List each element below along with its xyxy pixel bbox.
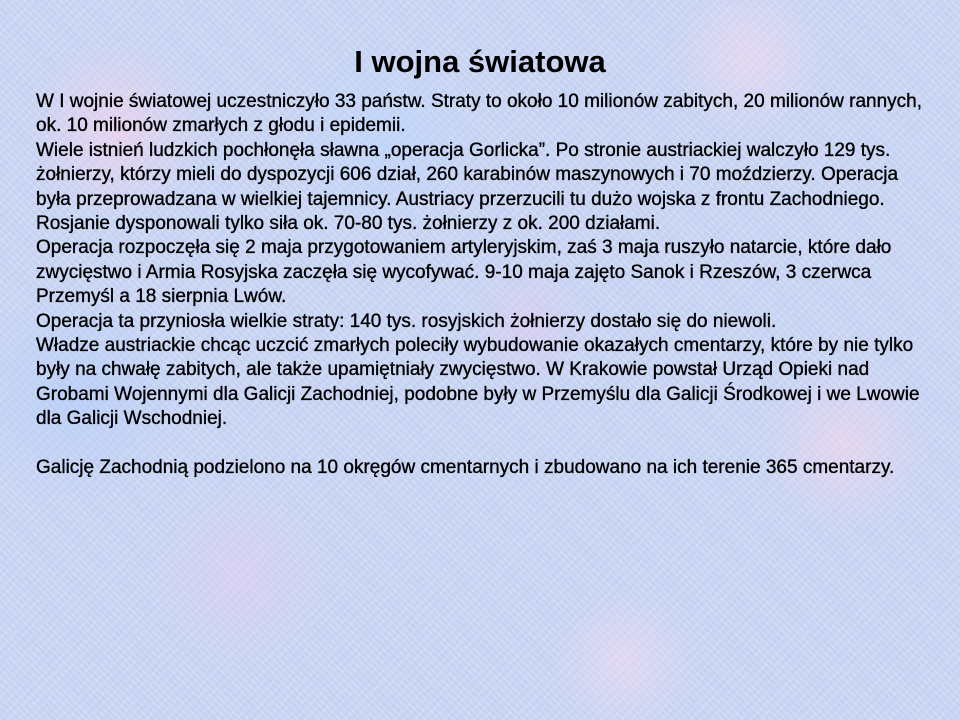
slide-body xyxy=(36,90,936,480)
paragraph-cemetery-authorities: Władze austriackie chcąc uczcić zmarłych poleciły wybudowanie okazałych cmentarzy, które by nie tylko były na chwałę zabitych, ale także upamiętniały zwycięstwo. W Krakowie powstał Urząd Opieki nad Grobami Wojennymi dla Galicji Zachodniej, podobne były w Przemyślu dla Galicji Środkowej i we Lwowie dla Galicji Wschodniej. xyxy=(36,335,920,430)
slide-title: I wojna światowa xyxy=(354,44,606,79)
paragraph-war-losses: W I wojnie światowej uczestniczyło 33 państw. Straty to około 10 milionów zabitych, 20 milionów rannych, ok. 10 milionów zmarłych z głodu i epidemii. xyxy=(36,91,923,137)
paragraph-gorlice-operation: Wiele istnień ludzkich pochłonęła sławna „operacja Gorlicka”. Po stronie austriackiej walczyło 129 tys. żołnierzy, którzy mieli do dyspozycji 606 dział, 260 karabinów maszynowych i 70 moździerzy. Operacja była przeprowadzana w wielkiej tajemnicy. Austriacy przerzucili tu dużo wojska z frontu Zachodniego. Rosjanie dysponowali tylko siła ok. 70-80 tys. żołnierzy z ok. 200 działami. xyxy=(36,139,899,235)
paragraph-prisoners: Operacja ta przyniosła wielkie straty: 140 tys. rosyjskich żołnierzy dostało się do niewoli. xyxy=(36,310,777,332)
paragraph-offensive-timeline: Operacja rozpoczęła się 2 maja przygotowaniem artyleryjskim, zaś 3 maja ruszyło natarcie, które dało zwycięstwo i Armia Rosyjska zaczęła się wycofywać. 9-10 maja zajęto Sanok i Rzeszów, 3 czerwca Przemyśl a 18 sierpnia Lwów. xyxy=(36,237,892,308)
paragraph-cemetery-districts: Galicję Zachodnią podzielono na 10 okręgów cmentarnych i zbudowano na ich terenie 365 cmentarzy. xyxy=(36,457,895,479)
